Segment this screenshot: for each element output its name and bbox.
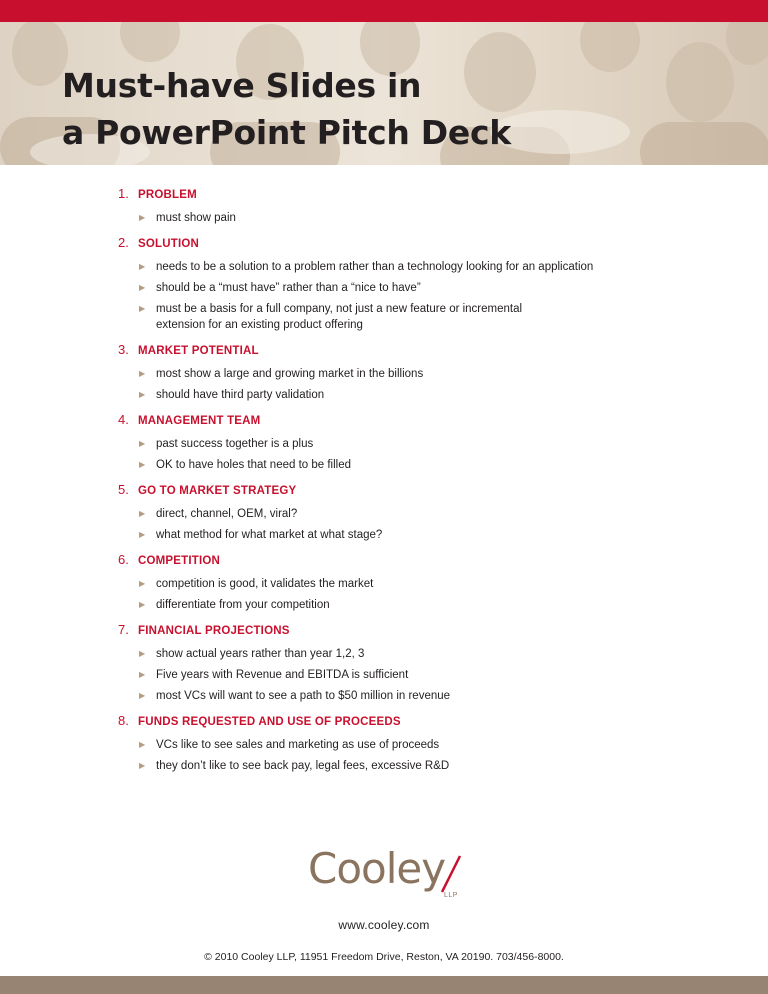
section-title: COMPETITION	[138, 555, 221, 567]
list-item	[118, 646, 718, 662]
list-item	[118, 576, 718, 592]
section-number: 2.	[118, 235, 129, 250]
footer-copyright: © 2010 Cooley LLP, 11951 Freedom Drive, Reston, VA 20190. 703/456-8000.	[204, 951, 564, 963]
list-item	[118, 301, 718, 333]
slide-section	[118, 622, 718, 704]
logo-slash-mark	[426, 854, 462, 894]
section-heading	[118, 186, 718, 205]
slide-section	[118, 713, 718, 774]
triangle-bullet-icon: ▶	[139, 439, 146, 448]
section-heading	[118, 342, 718, 361]
section-title: FUNDS REQUESTED AND USE OF PROCEEDS	[138, 716, 401, 728]
slide-section	[118, 342, 718, 403]
triangle-bullet-icon: ▶	[139, 670, 146, 679]
triangle-bullet-icon: ▶	[139, 530, 146, 539]
section-title: FINANCIAL PROJECTIONS	[138, 625, 290, 637]
list-item-text: competition is good, it validates the market	[156, 578, 374, 590]
section-heading	[118, 482, 718, 501]
list-item	[118, 527, 718, 543]
section-items	[118, 646, 718, 704]
list-item-text: they don’t like to see back pay, legal fees, excessive R&D	[156, 760, 450, 772]
section-heading	[118, 552, 718, 571]
triangle-bullet-icon: ▶	[139, 390, 146, 399]
list-item	[118, 280, 718, 296]
list-item	[118, 597, 718, 613]
triangle-bullet-icon: ▶	[139, 369, 146, 378]
section-heading	[118, 713, 718, 732]
list-item	[118, 506, 718, 522]
list-item-text: should have third party validation	[156, 389, 325, 401]
section-number: 5.	[118, 482, 129, 497]
triangle-bullet-icon: ▶	[139, 509, 146, 518]
section-heading	[118, 235, 718, 254]
triangle-bullet-icon: ▶	[139, 304, 146, 313]
title-line-1: Must-have Slides in	[62, 66, 422, 105]
list-item	[118, 457, 718, 473]
section-number: 6.	[118, 552, 129, 567]
list-item-text: must be a basis for a full company, not just a new feature or incremental extension for an existing product offering	[156, 303, 523, 331]
section-heading	[118, 412, 718, 431]
list-item-text: must show pain	[156, 212, 236, 224]
list-item-text: differentiate from your competition	[156, 599, 330, 611]
triangle-bullet-icon: ▶	[139, 761, 146, 770]
section-title: MANAGEMENT TEAM	[138, 415, 261, 427]
list-item-text: show actual years rather than year 1,2, 3	[156, 648, 365, 660]
list-item-text: what method for what market at what stage?	[156, 529, 383, 541]
slide-section	[118, 412, 718, 473]
section-number: 8.	[118, 713, 129, 728]
slide-section	[118, 186, 718, 226]
cooley-logo	[306, 846, 466, 910]
section-title: SOLUTION	[138, 238, 200, 250]
list-item-text: should be a “must have” rather than a “nice to have”	[156, 282, 421, 294]
section-items	[118, 436, 718, 473]
list-item-text: OK to have holes that need to be filled	[156, 459, 351, 471]
triangle-bullet-icon: ▶	[139, 262, 146, 271]
triangle-bullet-icon: ▶	[139, 579, 146, 588]
section-title: MARKET POTENTIAL	[138, 345, 259, 357]
triangle-bullet-icon: ▶	[139, 283, 146, 292]
section-title: GO TO MARKET STRATEGY	[138, 485, 297, 497]
section-title: PROBLEM	[138, 189, 197, 201]
logo-llp: LLP	[444, 892, 458, 899]
section-items	[118, 506, 718, 543]
list-item-text: most VCs will want to see a path to $50 million in revenue	[156, 690, 451, 702]
list-item-text: Five years with Revenue and EBITDA is sufficient	[156, 669, 409, 681]
section-number: 7.	[118, 622, 129, 637]
title-line-2: a PowerPoint Pitch Deck	[62, 113, 511, 152]
list-item-text: most show a large and growing market in the billions	[156, 368, 424, 380]
slide-section	[118, 235, 718, 333]
list-item-text: past success together is a plus	[156, 438, 314, 450]
list-item	[118, 737, 718, 753]
section-items	[118, 576, 718, 613]
section-items	[118, 259, 718, 333]
section-heading	[118, 622, 718, 641]
section-items	[118, 366, 718, 403]
list-item	[118, 387, 718, 403]
list-item	[118, 259, 718, 275]
list-item	[118, 667, 718, 683]
slide-section	[118, 552, 718, 613]
list-item-text: VCs like to see sales and marketing as use of proceeds	[156, 739, 440, 751]
bottom-bar	[0, 976, 768, 994]
slide-section	[118, 482, 718, 543]
section-items	[118, 737, 718, 774]
list-item	[118, 366, 718, 382]
triangle-bullet-icon: ▶	[139, 740, 146, 749]
section-items	[118, 210, 718, 226]
triangle-bullet-icon: ▶	[139, 649, 146, 658]
list-item	[118, 210, 718, 226]
list-item	[118, 436, 718, 452]
logo-wordmark: Cooley	[308, 844, 446, 893]
triangle-bullet-icon: ▶	[139, 460, 146, 469]
triangle-bullet-icon: ▶	[139, 600, 146, 609]
section-number: 4.	[118, 412, 129, 427]
website-url: www.cooley.com	[338, 918, 430, 932]
triangle-bullet-icon: ▶	[139, 691, 146, 700]
list-item	[118, 758, 718, 774]
triangle-bullet-icon: ▶	[139, 213, 146, 222]
section-number: 3.	[118, 342, 129, 357]
page-title	[62, 62, 511, 156]
section-number: 1.	[118, 186, 129, 201]
list-item-text: direct, channel, OEM, viral?	[156, 508, 298, 520]
slides-list	[118, 186, 718, 783]
list-item	[118, 688, 718, 704]
top-accent-bar	[0, 0, 768, 22]
list-item-text: needs to be a solution to a problem rather than a technology looking for an application	[156, 261, 594, 273]
